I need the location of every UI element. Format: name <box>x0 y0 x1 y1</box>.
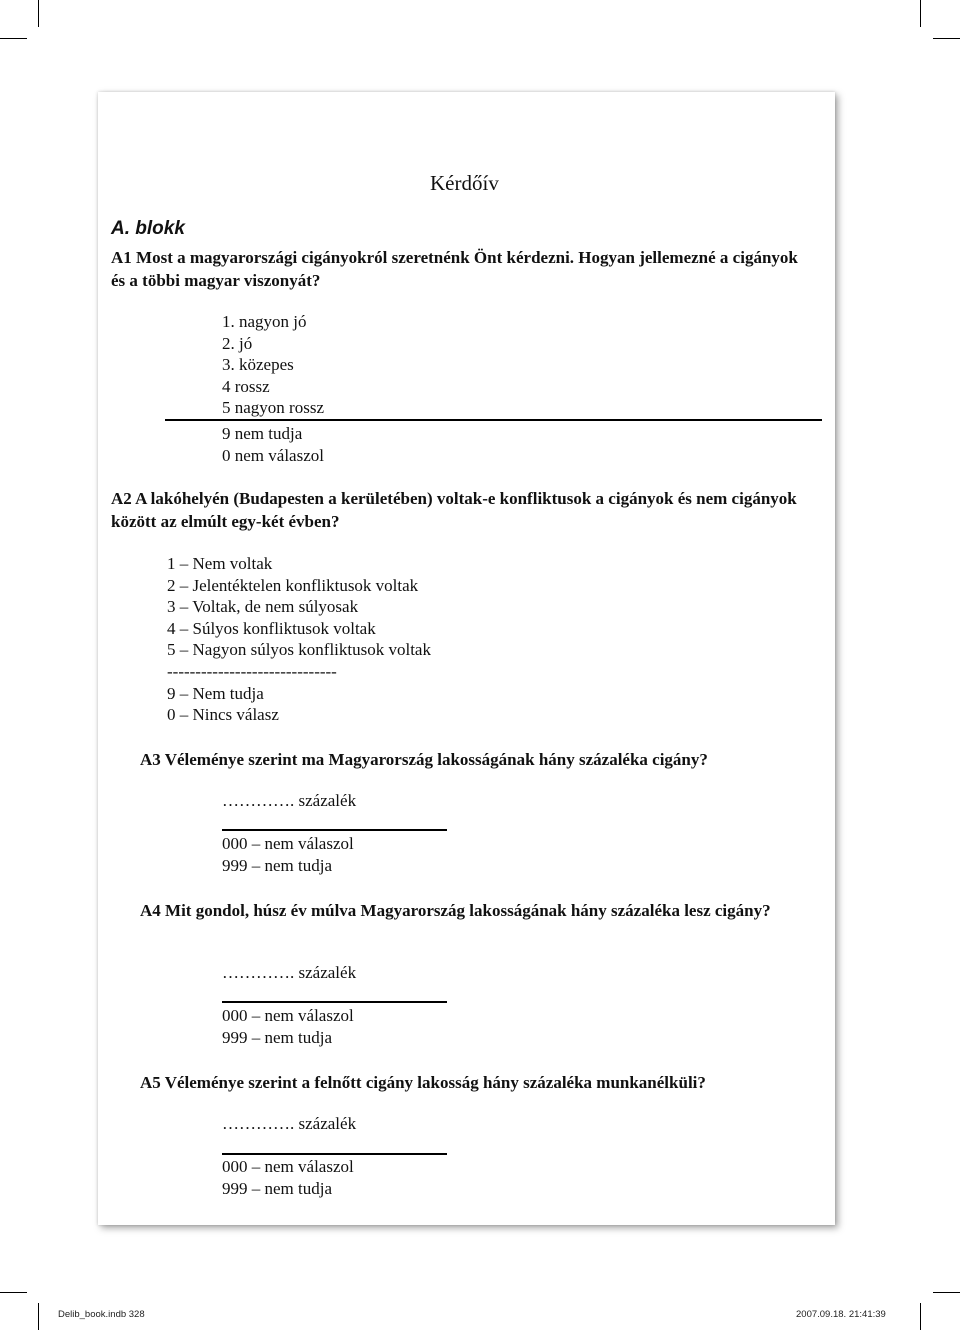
question-a1-options <box>222 311 324 419</box>
option: 5 – Nagyon súlyos konfliktusok voltak <box>167 640 431 660</box>
question-a5: A5 Véleménye szerint a felnőtt cigány lakosság hány százaléka munkanélküli? <box>140 1073 706 1092</box>
answer-field-a5: …………. százalék <box>222 1114 357 1133</box>
question-a1: A1 Most a magyarországi cigányokról szeretnénk Önt kérdezni. Hogyan jellemezné a cigányok és a többi magyar viszonyát? <box>111 248 798 290</box>
question-a5-extra-options <box>222 1156 354 1199</box>
question-a3: A3 Véleménye szerint ma Magyarország lakosságának hány százaléka cigány? <box>140 750 708 769</box>
question-a1-extra-options <box>222 423 324 466</box>
option: 9 nem tudja <box>222 424 303 443</box>
question-a3-extra-options <box>222 833 354 876</box>
question-a4-extra-options <box>222 1005 354 1048</box>
separator-line <box>165 419 822 421</box>
crop-mark <box>933 38 960 39</box>
option: 1 – Nem voltak <box>167 554 273 573</box>
option: 999 – nem tudja <box>222 1178 333 1198</box>
separator-line <box>222 1001 447 1003</box>
document-page <box>98 92 835 1225</box>
crop-mark <box>38 0 39 27</box>
question-a4: A4 Mit gondol, húsz év múlva Magyarország lakosságának hány százaléka lesz cigány? <box>140 901 771 920</box>
option: 3. közepes <box>222 355 294 375</box>
crop-mark <box>0 38 27 39</box>
question-a2-options <box>167 553 431 726</box>
option: 2. jó <box>222 333 253 353</box>
option: 0 – Nincs válasz <box>167 705 279 725</box>
question-a2: A2 A lakóhelyén (Budapesten a kerületében) voltak-e konfliktusok a cigányok és nem cigányok között az elmúlt egy-két évben? <box>111 489 797 531</box>
footer-file-info: Delib_book.indb 328 <box>58 1309 145 1320</box>
crop-mark <box>38 1303 39 1330</box>
page-title: Kérdőív <box>430 171 499 195</box>
option: 1. nagyon jó <box>222 312 307 331</box>
option: 999 – nem tudja <box>222 1027 333 1047</box>
separator-line <box>222 1153 447 1155</box>
answer-field-a4: …………. százalék <box>222 963 357 982</box>
option: 4 – Súlyos konfliktusok voltak <box>167 618 376 638</box>
option: 4 rossz <box>222 376 270 396</box>
option: 000 – nem válaszol <box>222 1006 354 1025</box>
footer-timestamp: 2007.09.18. 21:41:39 <box>796 1309 886 1320</box>
option: 0 nem válaszol <box>222 445 324 465</box>
crop-mark <box>0 1292 27 1293</box>
option: 000 – nem válaszol <box>222 834 354 853</box>
separator-line <box>222 829 447 831</box>
option: 000 – nem válaszol <box>222 1157 354 1176</box>
option: 2 – Jelentéktelen konfliktusok voltak <box>167 575 419 595</box>
crop-mark <box>920 1303 921 1330</box>
option-separator: ------------------------------ <box>167 661 337 681</box>
crop-mark <box>933 1292 960 1293</box>
option: 5 nagyon rossz <box>222 398 324 418</box>
answer-field-a3: …………. százalék <box>222 791 357 810</box>
option: 999 – nem tudja <box>222 855 333 875</box>
option: 3 – Voltak, de nem súlyosak <box>167 597 359 617</box>
block-heading: A. blokk <box>111 218 185 239</box>
crop-mark <box>920 0 921 27</box>
option: 9 – Nem tudja <box>167 683 264 703</box>
